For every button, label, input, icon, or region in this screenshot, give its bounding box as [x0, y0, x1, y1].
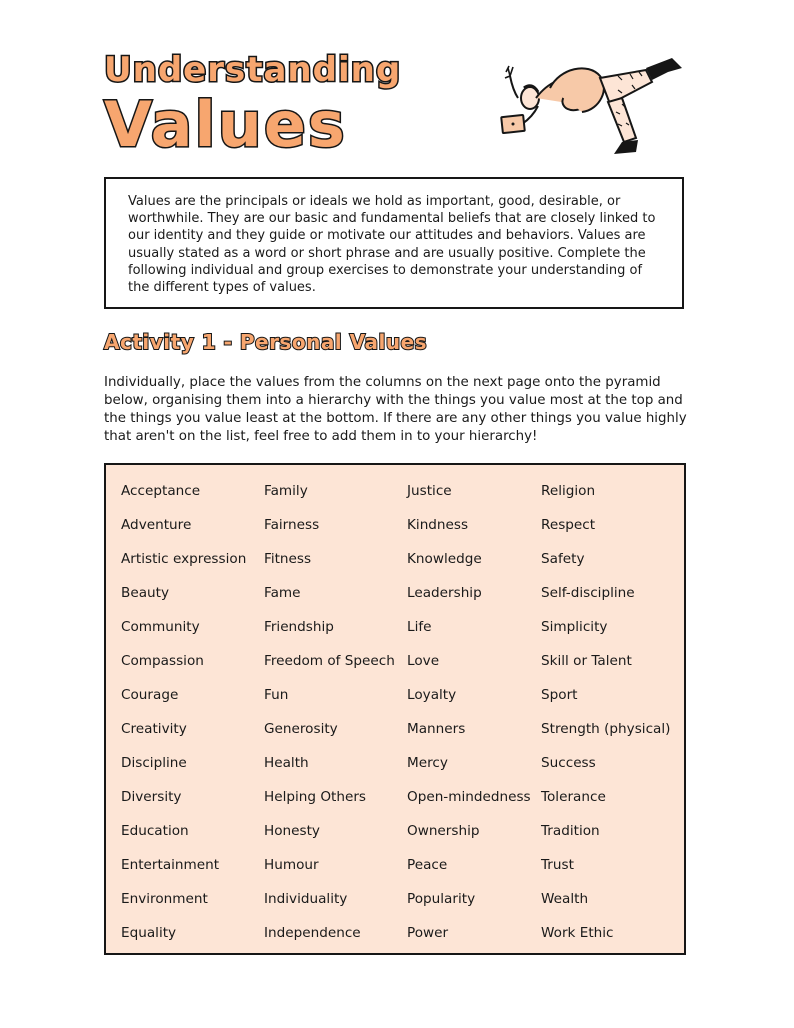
value-item: Ownership [407, 823, 480, 839]
value-item: Strength (physical) [541, 721, 671, 737]
value-item: Humour [264, 857, 319, 873]
value-item: Artistic expression [121, 551, 247, 567]
value-item: Environment [121, 891, 208, 907]
value-item: Religion [541, 483, 596, 499]
intro-text: Values are the principals or ideals we hold as important, good, desirable, or worthwhile. They are our basic and fundamental beliefs that are closely linked to our identity and they guide or motivate our attitudes and behaviors. Values are usually stated as a word or short phrase and are usually positive. Complete the following individual and group exercises to demonstrate your understanding of the different types of values. [128, 194, 656, 296]
value-item: Compassion [121, 653, 204, 669]
value-item: Work Ethic [541, 925, 614, 941]
values-list-box [104, 463, 686, 955]
activity-heading: Activity 1 - Personal Values [104, 330, 428, 354]
value-item: Adventure [121, 517, 192, 533]
value-item: Success [541, 755, 596, 771]
value-item: Acceptance [121, 483, 201, 499]
value-item: Friendship [264, 619, 334, 635]
value-item: Trust [541, 857, 574, 873]
value-item: Community [121, 619, 200, 635]
value-item: Individuality [264, 891, 348, 907]
value-item: Popularity [407, 891, 476, 907]
value-item: Freedom of Speech [264, 653, 395, 669]
title-line-2: Values [104, 88, 347, 161]
value-item: Respect [541, 517, 596, 533]
value-item: Tradition [541, 823, 600, 839]
value-item: Mercy [407, 755, 448, 771]
value-item: Creativity [121, 721, 187, 737]
title-line-1: Understanding [104, 50, 402, 90]
activity-instructions: Individually, place the values from the columns on the next page onto the pyramid below, organising them into a hierarchy with the things you value most at the top and the things you value least at the bottom. If there are any other things you value highly that aren't on the list, feel free to add them in to your hierarchy! [104, 375, 687, 444]
value-item: Diversity [121, 789, 182, 805]
value-item: Generosity [264, 721, 338, 737]
value-item: Skill or Talent [541, 653, 632, 669]
value-item: Independence [264, 925, 361, 941]
value-item: Sport [541, 687, 578, 703]
value-item: Love [407, 653, 440, 669]
value-item: Honesty [264, 823, 320, 839]
value-item: Courage [121, 687, 179, 703]
value-item: Leadership [407, 585, 482, 601]
value-item: Kindness [407, 517, 469, 533]
value-item: Discipline [121, 755, 187, 771]
value-item: Fitness [264, 551, 312, 567]
value-item: Power [407, 925, 449, 941]
value-item: Knowledge [407, 551, 482, 567]
value-item: Self-discipline [541, 585, 635, 601]
tumbling-person-illustration [496, 52, 690, 160]
intro-box [104, 177, 684, 309]
value-item: Education [121, 823, 189, 839]
value-item: Justice [407, 483, 452, 499]
value-item: Family [264, 483, 308, 499]
value-item: Fairness [264, 517, 320, 533]
value-item: Tolerance [541, 789, 606, 805]
value-item: Equality [121, 925, 177, 941]
value-item: Loyalty [407, 687, 457, 703]
value-item: Simplicity [541, 619, 608, 635]
value-item: Life [407, 619, 432, 635]
value-item: Entertainment [121, 857, 220, 873]
value-item: Fame [264, 585, 301, 601]
value-item: Safety [541, 551, 585, 567]
value-item: Health [264, 755, 309, 771]
value-item: Beauty [121, 585, 170, 601]
value-item: Peace [407, 857, 448, 873]
value-item: Fun [264, 687, 289, 703]
value-item: Helping Others [264, 789, 367, 805]
values-column-2 [264, 479, 395, 955]
values-column-4 [541, 479, 670, 955]
value-item: Open-mindedness [407, 789, 531, 805]
values-column-1 [121, 479, 246, 955]
value-item: Wealth [541, 891, 589, 907]
value-item: Manners [407, 721, 466, 737]
values-column-3 [407, 479, 531, 955]
